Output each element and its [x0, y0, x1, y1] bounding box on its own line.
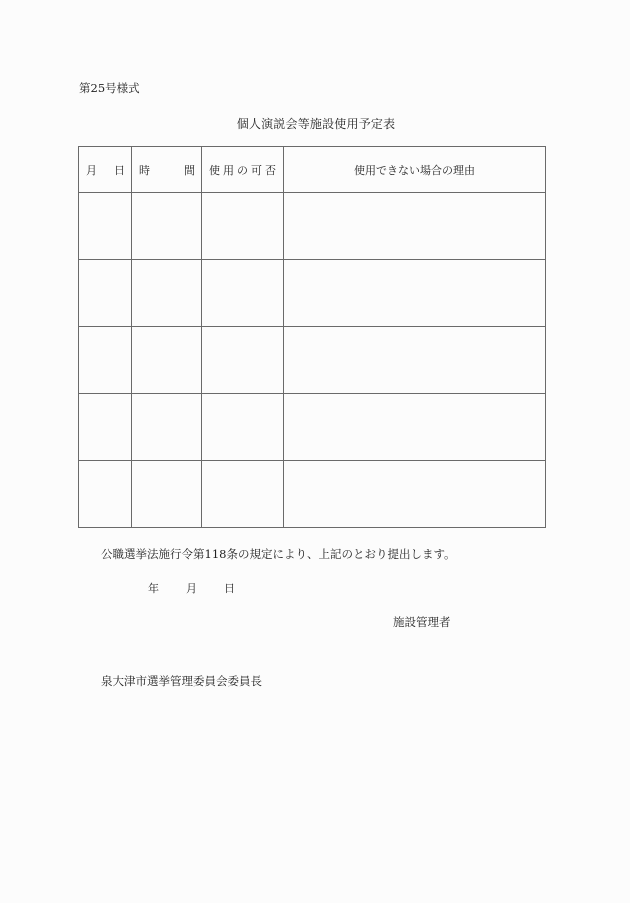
- cell-time[interactable]: [132, 327, 202, 394]
- table-row: [79, 327, 546, 394]
- header-availability-label: 使用の可否: [209, 163, 279, 177]
- submission-date-line: [148, 580, 235, 596]
- submission-statement: 公職選挙法施行令第118条の規定により、上記のとおり提出します。: [101, 547, 456, 561]
- form-number: 第25号様式: [79, 81, 140, 95]
- document-title: [0, 115, 630, 132]
- cell-availability[interactable]: [202, 193, 284, 260]
- cell-time[interactable]: [132, 193, 202, 260]
- cell-availability[interactable]: [202, 394, 284, 461]
- cell-reason[interactable]: [284, 394, 546, 461]
- cell-time[interactable]: [132, 260, 202, 327]
- header-time-label-1: 時: [139, 163, 150, 177]
- cell-date[interactable]: [79, 327, 132, 394]
- cell-date[interactable]: [79, 461, 132, 528]
- header-time: [132, 147, 202, 193]
- table-row: [79, 394, 546, 461]
- table-header-row: [79, 147, 546, 193]
- cell-reason[interactable]: [284, 461, 546, 528]
- cell-date[interactable]: [79, 193, 132, 260]
- cell-time[interactable]: [132, 461, 202, 528]
- cell-time[interactable]: [132, 394, 202, 461]
- table-row: [79, 260, 546, 327]
- facility-manager-label: 施設管理者: [393, 615, 451, 629]
- header-reason-label: 使用できない場合の理由: [354, 163, 475, 177]
- header-reason: [284, 147, 546, 193]
- document-title-text: 個人演説会等施設使用予定表: [236, 117, 396, 131]
- cell-availability[interactable]: [202, 327, 284, 394]
- cell-reason[interactable]: [284, 327, 546, 394]
- facility-schedule-table: [78, 146, 546, 528]
- cell-date[interactable]: [79, 260, 132, 327]
- table-row: [79, 461, 546, 528]
- cell-availability[interactable]: [202, 260, 284, 327]
- header-month-label: 月: [86, 163, 97, 177]
- addressee: 泉大津市選挙管理委員会委員長: [101, 674, 262, 688]
- cell-reason[interactable]: [284, 193, 546, 260]
- table-row: [79, 193, 546, 260]
- cell-reason[interactable]: [284, 260, 546, 327]
- header-availability: [202, 147, 284, 193]
- date-month-label: 月: [186, 582, 197, 595]
- cell-date[interactable]: [79, 394, 132, 461]
- header-day-label: 日: [114, 163, 125, 177]
- cell-availability[interactable]: [202, 461, 284, 528]
- header-date: [79, 147, 132, 193]
- date-day-label: 日: [224, 582, 235, 595]
- date-year-label: 年: [148, 582, 159, 595]
- header-time-label-2: 間: [184, 163, 195, 177]
